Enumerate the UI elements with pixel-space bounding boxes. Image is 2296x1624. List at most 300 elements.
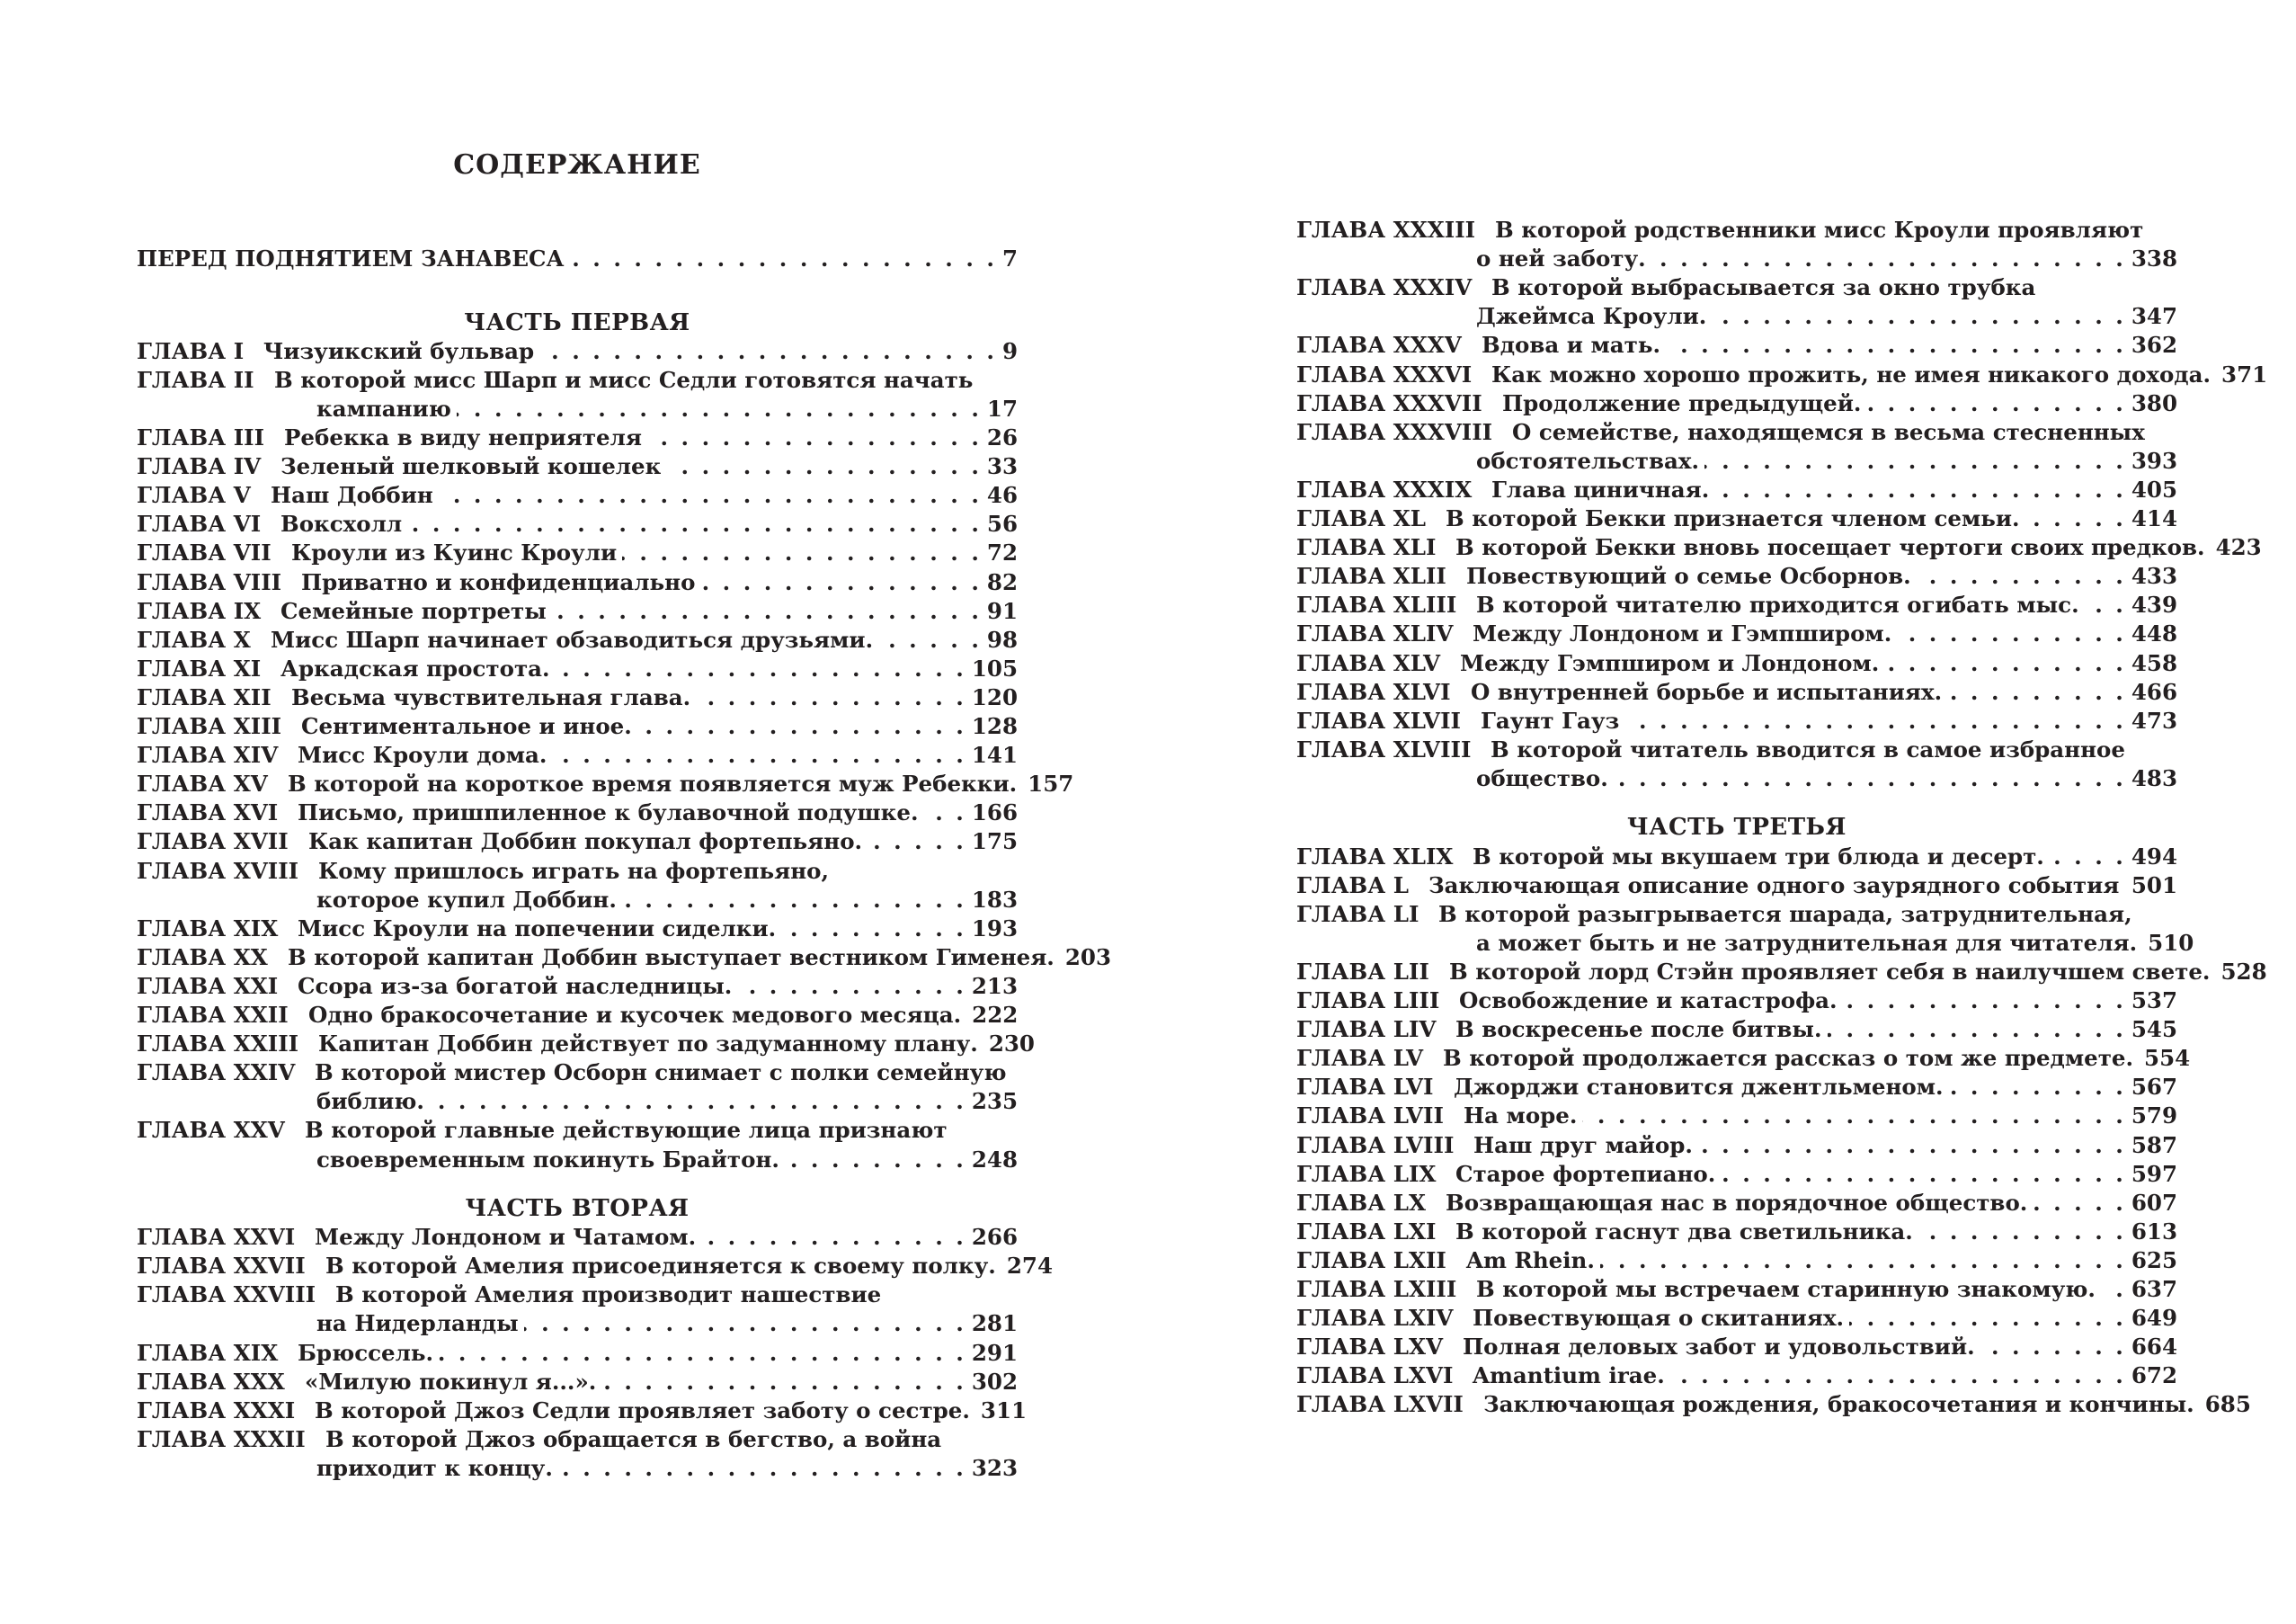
toc-leader: [1454, 1073, 2177, 1102]
entry-title: Наш Доббин: [271, 482, 433, 509]
toc-leader: [288, 943, 1111, 972]
toc-entry: [137, 481, 1018, 510]
chapter-label: ГЛАВА VIII: [137, 568, 282, 595]
leader-dots: [701, 1223, 966, 1252]
chapter-label: ГЛАВА LIV: [1296, 1016, 1437, 1043]
chapter-label: ГЛАВА II: [137, 366, 254, 393]
toc-leader: [1476, 929, 2194, 958]
entry-title: Между Лондоном и Чатамом.: [315, 1224, 697, 1251]
entry-title: Зеленый шелковый кошелек: [280, 453, 662, 480]
toc-leader: [308, 827, 1018, 856]
entry-title: В которой разыгрывается шарада, затруднительная,: [1438, 900, 2132, 927]
leader-dots: [700, 568, 981, 597]
entry-title: Вдова и мать.: [1482, 332, 1661, 359]
leader-dots: [1918, 1218, 2126, 1246]
entry-title: В которой на короткое время появляется муж Ребекки.: [288, 771, 1018, 798]
chapter-label: ГЛАВА XIII: [137, 713, 282, 740]
page-number: 649: [2131, 1305, 2177, 1332]
leader-dots: [1917, 562, 2126, 591]
leader-dots: [1849, 1304, 2126, 1333]
chapter-label: ГЛАВА XXVI: [137, 1224, 296, 1251]
entry-title: обстоятельствах.: [1476, 447, 1700, 474]
toc-entry: [1296, 389, 2177, 418]
page-number: 554: [2144, 1045, 2191, 1072]
toc-entry: [137, 1396, 1028, 1425]
toc-leader: [316, 1309, 1018, 1338]
toc-entry: [1296, 843, 2177, 871]
toc-entry: [1296, 1361, 2177, 1390]
chapter-label: ГЛАВА XXIV: [137, 1059, 296, 1086]
toc-entry: [137, 452, 1018, 481]
toc-leader: [1481, 707, 2177, 736]
toc-leader: [1473, 620, 2177, 648]
chapter-label: ГЛАВА XXXII: [137, 1425, 306, 1452]
toc-entry: [1296, 591, 2177, 620]
toc-leader: [301, 712, 1018, 741]
chapter-label: ГЛАВА XXXVII: [1296, 389, 1482, 416]
toc-entry: [1296, 900, 2177, 929]
chapter-label: ГЛАВА XLVII: [1296, 707, 1461, 734]
toc-entry: [1296, 1131, 2177, 1160]
leader-dots: [647, 424, 982, 452]
toc-leader: [1466, 1246, 2177, 1275]
leader-dots: [737, 972, 966, 1001]
chapter-label: ГЛАВА XLIII: [1296, 592, 1457, 619]
chapter-label: ГЛАВА XXXVI: [1296, 361, 1473, 388]
toc-entry: [137, 626, 1018, 655]
entry-title: Между Гэмпширом и Лондоном.: [1460, 649, 1880, 676]
page-number: 98: [986, 626, 1018, 653]
chapter-label: ГЛАВА XXI: [137, 972, 279, 999]
toc-entry: [1296, 1015, 2177, 1044]
chapter-label: ГЛАВА XII: [137, 683, 271, 710]
part-heading: [1296, 813, 2177, 842]
page-number: 338: [2131, 245, 2177, 272]
leader-dots: [552, 741, 966, 770]
page-number: 537: [2131, 987, 2177, 1014]
toc-entry: [137, 568, 1018, 597]
page-number: 33: [986, 453, 1018, 480]
toc-entry: [1296, 1246, 2177, 1275]
page-number: 7: [1001, 245, 1018, 272]
leader-dots: [2050, 843, 2126, 871]
entry-title: Как можно хорошо прожить, не имея никакого дохода.: [1491, 361, 2211, 388]
toc-leader: [1491, 476, 2177, 504]
page-number: 274: [1006, 1253, 1053, 1280]
page-number: 597: [2131, 1160, 2177, 1187]
toc-leader: [325, 1252, 1053, 1280]
chapter-label: ГЛАВА XXVII: [137, 1253, 306, 1280]
toc-leader: [271, 481, 1018, 510]
toc-leader: [305, 1368, 1018, 1396]
toc-entry-prologue: [137, 245, 1018, 273]
chapter-label: ГЛАВА XIX: [137, 1339, 279, 1366]
part-heading-text: ЧАСТЬ ПЕРВАЯ: [464, 308, 690, 336]
chapter-label: ГЛАВА XXXIX: [1296, 476, 1473, 503]
leader-dots: [1614, 764, 2126, 793]
entry-title: Кому пришлось играть на фортепьяно,: [318, 857, 830, 884]
toc-entry: [137, 943, 1111, 972]
chapter-label: ГЛАВА LV: [1296, 1045, 1424, 1072]
toc-leader: [1473, 1304, 2177, 1333]
part-heading-text: ЧАСТЬ ВТОРАЯ: [465, 1195, 690, 1223]
leader-dots: [1624, 707, 2126, 736]
page-number: 448: [2131, 620, 2177, 647]
toc-leader: [291, 683, 1018, 712]
entry-title: Кроули из Куинс Кроули: [291, 540, 618, 567]
chapter-label: ГЛАВА XVII: [137, 828, 289, 855]
toc-leader: [318, 1030, 1035, 1058]
toc-entry: [1296, 1044, 2191, 1073]
toc-entry: [1296, 620, 2177, 648]
toc-leader: [1463, 1333, 2177, 1361]
leader-dots: [1698, 1131, 2126, 1160]
entry-title: В которой Бекки вновь посещает чертоги своих предков.: [1455, 534, 2205, 561]
page-number: 281: [971, 1310, 1018, 1337]
toc-entry: [1296, 1102, 2177, 1130]
chapter-label: ГЛАВА XLI: [1296, 534, 1437, 561]
leader-dots: [1980, 1333, 2126, 1361]
entry-title: ПЕРЕД ПОДНЯТИЕМ ЗАНАВЕСА: [137, 245, 565, 272]
toc-leader: [1476, 302, 2177, 331]
toc-leader: [1502, 389, 2177, 418]
chapter-label: ГЛАВА XX: [137, 943, 268, 970]
leader-dots: [666, 452, 982, 481]
entry-title: своевременным покинуть Брайтон.: [316, 1146, 779, 1173]
page-number: 466: [2131, 678, 2177, 705]
entry-title: О внутренней борьбе и испытаниях.: [1471, 678, 1943, 705]
entry-title: «Милую покинул я...».: [305, 1368, 597, 1395]
page-number: 483: [2131, 764, 2177, 791]
leader-dots: [637, 712, 966, 741]
entry-title: Мисс Шарп начинает обзаводиться друзьями.: [271, 626, 874, 653]
toc-entry: [137, 1368, 1018, 1396]
page-number: 183: [971, 886, 1018, 913]
toc-leader: [308, 1001, 1018, 1030]
part-heading: [137, 1194, 1018, 1223]
leader-dots: [1714, 476, 2126, 504]
entry-title: В которой Амелия присоединяется к своему полку.: [325, 1253, 996, 1280]
toc-entry-continuation: [1296, 245, 2177, 273]
toc-entry: [1296, 1390, 2251, 1419]
toc-leader: [1473, 1131, 2177, 1160]
toc-entry: [137, 827, 1018, 856]
page-number: 203: [1064, 943, 1111, 970]
chapter-label: ГЛАВА XLVIII: [1296, 736, 1472, 763]
entry-title: приходит к концу.: [316, 1454, 553, 1481]
toc-entry: [137, 741, 1018, 770]
page-number: 414: [2131, 505, 2177, 531]
entry-title: В которой Джоз Седли проявляет заботу о сестре.: [315, 1396, 970, 1423]
toc-entry-continuation: [1296, 764, 2177, 793]
page-number: 587: [2131, 1131, 2177, 1158]
page-number: 613: [2131, 1218, 2177, 1245]
page-number: 141: [971, 742, 1018, 769]
chapter-label: ГЛАВА XIX: [137, 915, 279, 941]
entry-title: В которой Амелия производит нашествие: [335, 1281, 882, 1308]
toc-entry: [137, 1001, 1018, 1030]
page-number: 423: [2215, 534, 2262, 561]
page-number: 248: [971, 1146, 1018, 1173]
toc-leader: [137, 245, 1018, 273]
page-number: 311: [980, 1396, 1028, 1423]
toc-leader: [1476, 1275, 2177, 1304]
leader-dots: [1721, 1160, 2126, 1189]
page-number: 664: [2131, 1334, 2177, 1361]
toc-entry: [137, 915, 1018, 943]
chapter-label: ГЛАВА LXV: [1296, 1334, 1443, 1361]
leader-dots: [1949, 1073, 2126, 1102]
entry-title: В которой гаснут два светильника.: [1455, 1218, 1913, 1245]
entry-title: Капитан Доббин действует по задуманному плану.: [318, 1031, 978, 1057]
page-number: 567: [2131, 1074, 2177, 1101]
entry-title: Глава циничная.: [1491, 476, 1710, 503]
toc-entry: [1296, 533, 2262, 562]
toc-leader: [280, 510, 1018, 539]
toc-entry: [1296, 871, 2177, 900]
toc-leader: [1455, 1218, 2177, 1246]
toc-entry: [1296, 1275, 2177, 1304]
toc-leader: [288, 770, 1074, 799]
entry-title: В которой Джоз обращается в бегство, а война: [325, 1425, 942, 1452]
entry-title: Возвращающая нас в порядочное общество.: [1446, 1189, 2028, 1216]
page-number: 91: [986, 597, 1018, 624]
toc-entry: [137, 510, 1018, 539]
toc-entry-continuation: [1296, 302, 2177, 331]
chapter-label: ГЛАВА XXXVIII: [1296, 418, 1493, 445]
toc-entry: [137, 1030, 1035, 1058]
entry-title: Ссора из-за богатой наследницы.: [298, 972, 733, 999]
toc-entry: [137, 337, 1018, 366]
entry-title: В которой лорд Стэйн проявляет себя в наилучшем свете.: [1449, 958, 2211, 985]
entry-title: Джеймса Кроули.: [1476, 303, 1707, 330]
entry-title: Повествующий о семье Осборнов.: [1466, 563, 1911, 590]
page-number: 458: [2131, 649, 2177, 676]
entry-title: В которой Бекки признается членом семьи.: [1446, 505, 2020, 531]
page-number: 235: [971, 1088, 1018, 1115]
page-number: 175: [971, 828, 1018, 855]
toc-entry: [1296, 1073, 2177, 1102]
toc-leader: [280, 452, 1018, 481]
page-number: 291: [971, 1339, 1018, 1366]
toc-leader: [298, 741, 1018, 770]
toc-entry-continuation: [137, 886, 1018, 915]
chapter-label: ГЛАВА LXI: [1296, 1218, 1437, 1245]
toc-entry: [1296, 1189, 2177, 1218]
leader-dots: [622, 886, 966, 915]
chapter-label: ГЛАВА I: [137, 337, 245, 364]
entry-title: Одно бракосочетание и кусочек медового месяца.: [308, 1002, 962, 1029]
chapter-label: ГЛАВА LIX: [1296, 1160, 1437, 1187]
entry-title: На море.: [1464, 1102, 1578, 1129]
entry-title: общество.: [1476, 764, 1608, 791]
chapter-label: ГЛАВА LIII: [1296, 987, 1440, 1014]
chapter-label: ГЛАВА X: [137, 626, 251, 653]
chapter-label: ГЛАВА LXIV: [1296, 1305, 1454, 1332]
toc-leader: [1464, 1102, 2177, 1130]
entry-title: Воксхолл: [280, 511, 403, 538]
entry-title: Мисс Кроули на попечении сиделки.: [298, 915, 777, 941]
toc-leader: [316, 395, 1018, 424]
entry-title: Amantium irae.: [1473, 1362, 1665, 1389]
leader-dots: [1670, 1361, 2126, 1390]
toc-leader: [1459, 986, 2177, 1015]
leader-dots: [407, 510, 982, 539]
entry-title: Между Лондоном и Гэмпширом.: [1473, 620, 1892, 647]
page-number: 82: [986, 568, 1018, 595]
leader-dots: [868, 827, 966, 856]
toc-leader: [1482, 331, 2177, 360]
leader-dots: [1884, 649, 2126, 678]
leader-dots: [524, 1309, 966, 1338]
chapter-label: ГЛАВА XLV: [1296, 649, 1441, 676]
toc-leader: [316, 1087, 1018, 1116]
page-number: 128: [971, 713, 1018, 740]
page-number: 120: [971, 683, 1018, 710]
entry-title: В которой мы встречаем старинную знакомую.: [1476, 1276, 2096, 1303]
leader-dots: [439, 481, 982, 510]
toc-leader: [1428, 871, 2177, 900]
page-number: 26: [986, 424, 1018, 451]
entry-title: о ней заботу.: [1476, 245, 1646, 272]
leader-dots: [2101, 1275, 2126, 1304]
chapter-label: ГЛАВА III: [137, 424, 265, 451]
toc-leader: [1476, 245, 2177, 273]
entry-title: О семействе, находящемся в весьма стесненных: [1512, 418, 2145, 445]
leader-dots: [1582, 1102, 2125, 1130]
toc-entry: [137, 424, 1018, 452]
toc-entry: [1296, 1333, 2177, 1361]
toc-leader: [1476, 447, 2177, 476]
page-number: 56: [986, 511, 1018, 538]
toc-leader: [1491, 361, 2268, 389]
toc-entry: [1296, 562, 2177, 591]
entry-title: Am Rhein.: [1466, 1246, 1595, 1273]
toc-entry: [137, 770, 1074, 799]
page-number: 433: [2131, 563, 2177, 590]
leader-dots: [457, 395, 982, 424]
page-number: 323: [971, 1454, 1018, 1481]
toc-entry: [1296, 649, 2177, 678]
page-number: 405: [2131, 476, 2177, 503]
toc-leader: [316, 1146, 1018, 1174]
entry-title: Чизуикский бульвар: [263, 337, 535, 364]
entry-title: Полная деловых забот и удовольствий.: [1463, 1334, 1975, 1361]
entry-title: кампанию: [316, 395, 451, 422]
leader-dots: [878, 626, 982, 655]
entry-title: на Нидерланды: [316, 1310, 519, 1337]
toc-leader: [298, 972, 1018, 1001]
entry-title: Освобождение и катастрофа.: [1459, 987, 1838, 1014]
leader-dots: [556, 655, 966, 683]
entry-title: Заключающая рождения, бракосочетания и кончины.: [1483, 1391, 2194, 1418]
page-number: 72: [986, 540, 1018, 567]
leader-dots: [552, 597, 982, 626]
leader-dots: [2025, 504, 2126, 533]
chapter-label: ГЛАВА LVII: [1296, 1102, 1444, 1129]
chapter-label: ГЛАВА XXXV: [1296, 332, 1462, 359]
toc-title: СОДЕРЖАНИЕ: [453, 149, 701, 181]
leader-dots: [430, 1087, 966, 1116]
toc-entry: [137, 1280, 1018, 1309]
toc-entry: [137, 972, 1018, 1001]
entry-title: Джорджи становится джентльменом.: [1454, 1074, 1944, 1101]
entry-title: В которой капитан Доббин выступает вестником Гименея.: [288, 943, 1055, 970]
leader-dots: [2085, 591, 2126, 620]
leader-dots: [1947, 678, 2126, 707]
chapter-label: ГЛАВА XXX: [137, 1368, 285, 1395]
chapter-label: ГЛАВА IX: [137, 597, 262, 624]
toc-entry: [1296, 736, 2177, 764]
leader-dots: [601, 1368, 966, 1396]
toc-entry: [137, 539, 1018, 567]
chapter-label: ГЛАВА XLII: [1296, 563, 1446, 590]
chapter-label: ГЛАВА XXXIV: [1296, 274, 1473, 301]
page-number: 347: [2131, 303, 2177, 330]
entry-title: Семейные портреты: [280, 597, 547, 624]
chapter-label: ГЛАВА XLIX: [1296, 843, 1454, 870]
chapter-label: ГЛАВА IV: [137, 453, 262, 480]
toc-entry: [1296, 273, 2177, 302]
toc-entry: [1296, 216, 2177, 245]
entry-title: Весьма чувствительная глава.: [291, 683, 691, 710]
toc-leader: [315, 1223, 1018, 1252]
toc-entry: [1296, 504, 2177, 533]
chapter-label: ГЛАВА XL: [1296, 505, 1426, 531]
chapter-label: ГЛАВА XXII: [137, 1002, 289, 1029]
chapter-label: ГЛАВА LX: [1296, 1189, 1426, 1216]
toc-leader: [263, 337, 1018, 366]
chapter-label: ГЛАВА VII: [137, 540, 271, 567]
entry-title: В воскресенье после битвы.: [1455, 1016, 1822, 1043]
leader-dots: [1897, 620, 2126, 648]
toc-leader: [1466, 562, 2177, 591]
page-number: 17: [986, 395, 1018, 422]
page-number: 545: [2131, 1016, 2177, 1043]
toc-entry: [137, 1425, 1018, 1454]
leader-dots: [622, 539, 982, 567]
entry-title: В которой родственники мисс Кроули проявляют: [1495, 217, 2144, 243]
page-number: 625: [2131, 1246, 2177, 1273]
leader-dots: [785, 1146, 966, 1174]
page-number: 193: [971, 915, 1018, 941]
toc-entry: [137, 655, 1018, 683]
leader-dots: [439, 1339, 966, 1368]
toc-leader: [298, 1339, 1018, 1368]
toc-entry: [1296, 331, 2177, 360]
leader-dots: [1651, 245, 2126, 273]
leader-dots: [1843, 986, 2126, 1015]
page-number: 501: [2131, 871, 2177, 898]
leader-dots: [1666, 331, 2126, 360]
toc-entry: [137, 1252, 1053, 1280]
toc-entry: [137, 1223, 1018, 1252]
chapter-label: ГЛАВА LI: [1296, 900, 1419, 927]
toc-entry: [137, 1116, 1018, 1145]
chapter-label: ГЛАВА XVI: [137, 799, 279, 826]
toc-leader: [1473, 1361, 2177, 1390]
toc-leader: [301, 568, 1018, 597]
toc-entry: [1296, 678, 2177, 707]
leader-dots: [539, 337, 997, 366]
page-number: 157: [1028, 771, 1074, 798]
page-number: 105: [971, 655, 1018, 682]
toc-leader: [316, 886, 1018, 915]
entry-title: Аркадская простота.: [280, 655, 550, 682]
leader-dots: [696, 683, 966, 712]
toc-leader: [1460, 649, 2177, 678]
toc-entry: [1296, 986, 2177, 1015]
